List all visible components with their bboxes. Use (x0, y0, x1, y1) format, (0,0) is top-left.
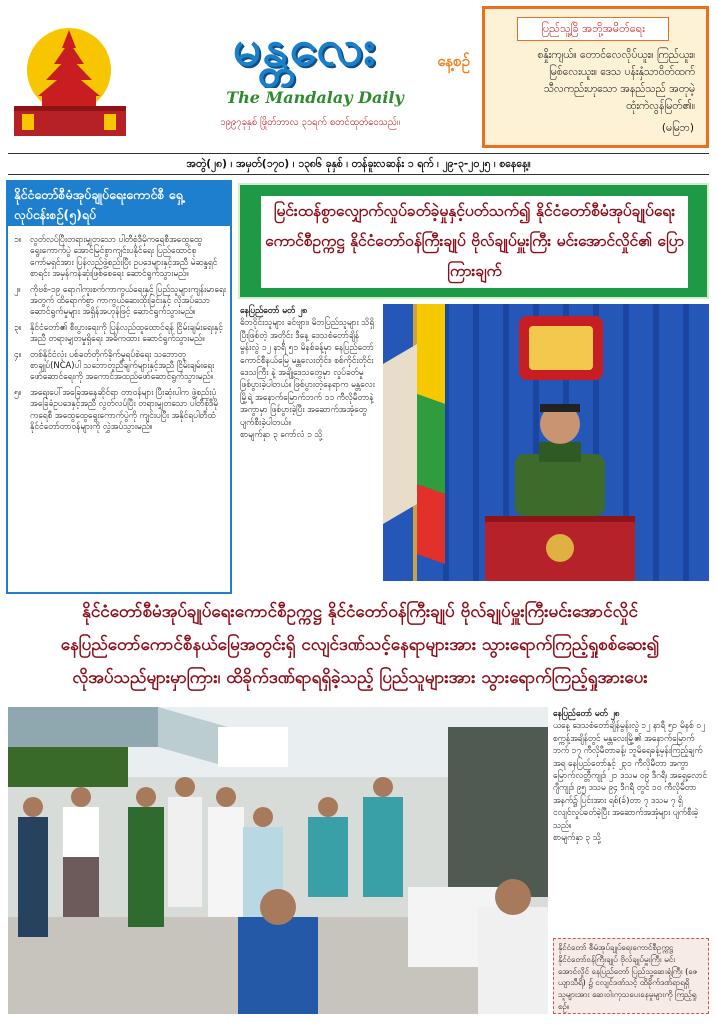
item-number: ၂။ (14, 283, 21, 294)
peoples-desire-line: ထုံးကဲလွန်မြတ်၏။ (626, 100, 695, 112)
english-title: The Mandalay Daily (226, 88, 404, 107)
item-number: ၁။ (14, 234, 22, 244)
item-number: ၅။ (14, 386, 22, 397)
item-number: ၄။ (14, 348, 22, 359)
newspaper-emblem-logo (8, 14, 130, 138)
banner-line: လိုအပ်သည်များမှာကြား၊ ထိခိုက်ဒဏ်ရာရရှိခဲ့သည့် ပြည်သူများအား သွားရောက်ကြည့်ရှုအားပေး (72, 668, 648, 688)
list-item (14, 387, 226, 433)
objectives-column (6, 180, 232, 594)
objectives-heading: နိုင်ငံတော်စီမံအုပ်ချုပ်ရေးကောင်စီ ရှေ့လုပ်ငန်းစဉ်(၅)ရပ် (8, 182, 230, 226)
bottom-story-text (553, 707, 709, 931)
peoples-desire-signature: (မမြဘ) (661, 122, 694, 134)
lead-headline[interactable]: မြင်းထန်စွာလျှောက်လှုပ်ခတ်ခဲ့မှုနှင့်ပတ်သက်၍ နိုင်ငံတော်စီမံအုပ်ချုပ်ရေးကောင်စီဥက္ကဋ္ဌ နိုင်ငံတော်ဝန်ကြီးချုပ် ဗိုလ်ချုပ်မှူးကြီး မင်းအောင်လှိုင်၏ ပြောကြားချက် (260, 195, 689, 289)
issue-info-bar: အတွဲ(၂၈) ၊ အမှတ်(၁၇၀) ၊ ၁၃၈၆ ခုနှစ် ၊ တန်ခူးလဆန်း ၁ ရက် ၊ ၂၉-၃-၂၀၂၅ ၊ စနေနေ့။ (8, 153, 709, 175)
item-text: ကိုဗစ်-၁၉ ရောဂါကူးစက်ကာကွယ်ရေးနှင့် ပြည်သူများကျန်းမာရေး အတွက် ထိရောက်စွာ ကာကွယ်ဆေးထိုးခြင်းနှင့် လိုအပ်သောဆောင်ရွက်မှုများ အရှိန်အဟုန်ဖြင့် ဆောင်ရွက်သွားမည်။ (30, 283, 226, 317)
banner-headline[interactable] (20, 596, 700, 700)
list-item (14, 349, 226, 383)
list-item (14, 322, 226, 345)
list-item (14, 284, 226, 318)
lead-headline-panel (238, 183, 709, 299)
lead-story-text (240, 304, 380, 582)
speech-photo (383, 304, 709, 581)
photo-caption-box: နိုင်ငံတော် စီမံအုပ်ချုပ်ရေးကောင်စီဥက္ကဋ္ဌ နိုင်ငံတော်ဝန်ကြီးချုပ် ဗိုလ်ချုပ်မှူးကြီး မင်းအောင်လှိုင် နေပြည်တော် ပြည်သူ့ဆေးရုံကြီး (ဇေယျာသီရိ) ၌ ငလျင်ဒဏ်သင့် ထိခိုက်ဒဏ်ရာရရှိသူများအား ဆေးဝါးကုသပေးနေမှုများကို ကြည့်ရှုစဉ်။ (553, 938, 709, 1014)
item-text: အရေးပေါ်အခြေအနေဆိုင်ရာ တာဝန်များ ပြီးဆုံးပါက ဖွဲ့စည်းပုံ အခြေခံဥပဒေနှင့်အညီ လွတ်လပ်ပြီး တရားမျှတသော ပါတီစုံဒီမိုကရေစီ အထွေထွေရွေးကောက်ပွဲကို ကျင်းပပြီး အနိုင်ရပါတီထံ နိုင်ငံတော်တာဝန်များကို လွှဲအပ်သွားမည်။ (30, 386, 219, 432)
item-number: ၃။ (14, 321, 22, 332)
newspaper-title: မန္တလေး (232, 18, 378, 77)
list-item (14, 234, 226, 280)
bottom-continued[interactable]: စာမျက်နှာ ၃ သို့ (553, 832, 601, 843)
objectives-list (14, 234, 226, 437)
lead-continued[interactable]: စာမျက်နှာ ၃ ကော်လံ ၁ သို့ (240, 429, 323, 440)
banner-line: နေပြည်တော်ကောင်စီနယ်မြေအတွင်းရှိ ငလျင်ဒဏ်သင့်နေရာများအား သွားရောက်ကြည့်ရှုစစ်ဆေး၍ (60, 635, 660, 655)
peoples-desire-line: မြစ်လေးယူး။ ဒေသ ပန်းနှံသာဝိတ်ထက် (548, 66, 695, 78)
peoples-desire-box (482, 6, 709, 148)
item-text: လွတ်လပ်ပြီးတရားမျှတသော ပါတီစုံဒီမိုကရေစီအထွေထွေ ရွေးကောက်ပွဲ အောင်မြင်စွာကျင်းပနိုင်ရေး ပြည်ထောင်စု ကော်မရှင်အား ပြန်လည်ဖွဲ့စည်းပြီး ဥပဒေများနှင့်အညီ မဲဆန္ဒရှင်စာရင်း အမှန်ကန်ဆုံးဖြစ်စေရေး ဆောင်ရွက်သွားမည်။ (30, 234, 218, 279)
peoples-desire-title: ပြည်သူ့ခြိ အဘို့အမိတ်ရေး (517, 17, 669, 41)
item-text: နိုင်ငံတော်၏ စီးပွားရေးကို ပြန်လည်ထူထောင်ရန် ငြိမ်းချမ်းရေးနှင့်အညီ တရားမျှတမှုရှိရေး အဓိကထား ဆောင်ရွက်သွားမည်။ (30, 321, 223, 344)
peoples-desire-line: စနှိုးကျယ်။ တောင်လေလိုပ်ယူး။ ကြည်ယူး။ (537, 49, 695, 61)
newspaper-subtitle: နေ့စဉ် (437, 52, 470, 70)
hospital-visit-photo (8, 707, 548, 1014)
bottom-body: ယနေ့ ဒေသစံတော်ချိန်မွန်းလွဲ ၁၂ နာရီ ၅၁ မိနစ် ၀၂ စက္ကန့်အချိန်တွင် မန္တလေးမြို့၏ အနောက်မြောက်ဘက် ၁၇ ကီလိုမီတာခန့်၊ ဘူမိရေခန့်မှန်းကြည့်ချက် အရ နေပြည်တော်နှင့် ၂၃၁ ကီလိုမီတာ အကွာ မြောက်လတ္တီကျုဒ် ၂၁ ဒသမ ၀၉ ဒီဂရီ၊ အရှေ့လောင်ဂျီကျုဒ် ၉၅ ဒသမ ၉၄ ဒီဂရီ တွင် ၁၀ ကီလိုမီတာ အနက်၌ ပြင်းအား ရစ်(ခ်)တာ ၇ ဒသမ ၇ ရှိ ငလျင်လှုပ်ခတ်ခဲ့ပြီး အဆောက်အအုံများ ပျက်စီးခဲ့သည်။ (553, 720, 707, 830)
item-text: တစ်နိုင်ငံလုံး ပစ်ခတ်တိုက်ခိုက်မှုရပ်စဲရေး သဘောတူစာချုပ်(NCA)ပါ သဘောတူညီချက်များနှင့်အညီ ငြိမ်းချမ်းရေးဖော်ဆောင်ရေးကို အကောင်အထည်ဖော်ဆောင်ရွက်သွားမည်။ (30, 348, 215, 382)
lead-body: ဓိဘဝိုင်းသူများ ခင်ဗျား၊ မိဘပြည်သူများ သိရှိပြီးဖြစ်တဲ့ အတိုင်း ဒီနေ့ ဒေသစံတော်ချိန် မွန်းလွဲ ၁၂ နာရီ ၅၁ မိနစ်ခန့်မှာ နေပြည်တော် ကောင်စီနယ်မြေ မန္တလေးတိုင်း၊ စစ်ကိုင်းတိုင်းဒေသကြီး နဲ့ အချို့ဒေသတွေမှာ လှုပ်ခတ်မှု ဖြစ်ပွားခဲ့ပါတယ်။ ဖြစ်ပွားတဲ့နေရာက မန္တလေးမြို့ရဲ့ အနောက်မြောက်ဘက် ၁၁ ကီလိုမီတာနဲ့ အကွာမှာ ဖြစ်ပွားခဲ့ပြီး အဆောက်အအုံတွေ ပျက်စီးခဲ့ပါတယ်။ (240, 317, 375, 427)
bottom-dateline: နေပြည်တော် မတ် ၂၈ (553, 708, 620, 718)
established-line: ၁၉၉၇ခုနှစ် ဖြိုတ်ဘာလ ၃၁ရက် စတင်ထုတ်ဝေသည်။ (220, 117, 400, 128)
lead-dateline: နေပြည်တော် မတ် ၂၈ (240, 305, 307, 315)
banner-line: နိုင်ငံတော်စီမံအုပ်ချုပ်ရေးကောင်စီဥက္ကဋ္ဌ နိုင်ငံတော်ဝန်ကြီးချုပ် ဗိုလ်ချုပ်မှူးကြီးမင်းအောင်လှိုင် (82, 602, 638, 622)
peoples-desire-body (499, 47, 695, 115)
peoples-desire-line: သီလကည်းဟုသော အနည်သည် အတုမဲ့ (543, 83, 695, 95)
